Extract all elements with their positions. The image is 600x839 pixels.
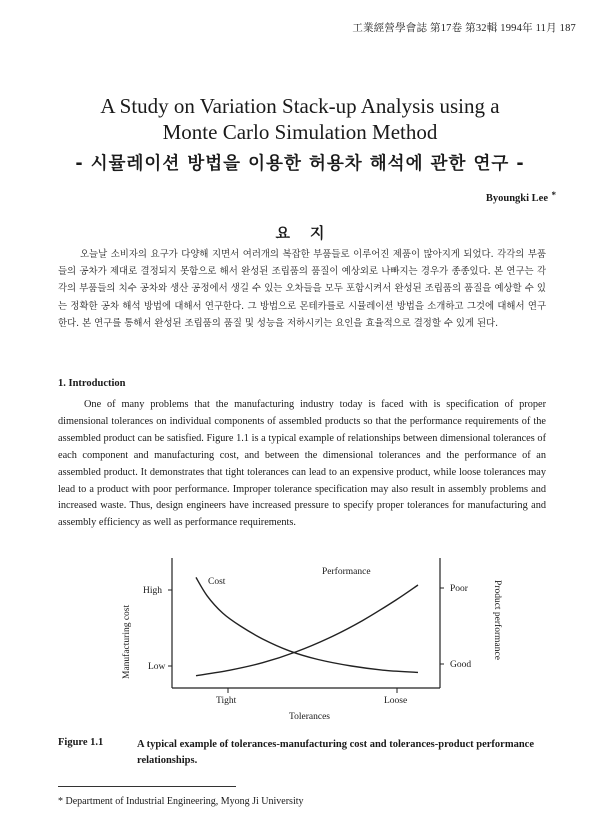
performance-curve xyxy=(196,585,418,676)
series-label-cost: Cost xyxy=(208,577,226,587)
y-right-tick-label-poor: Poor xyxy=(450,584,468,594)
author-name: Byoungki Lee xyxy=(485,193,548,204)
y-left-tick-label-high: High xyxy=(143,586,162,596)
y-axis-label-left: Manufacturing cost xyxy=(122,604,132,679)
footnote-affiliation: * Department of Industrial Engineering, Myong Ji University xyxy=(58,796,304,807)
journal-header: 工業經營學會誌 第17卷 第32輯 1994年 11月 187 xyxy=(352,23,576,34)
figure-label: Figure 1.1 xyxy=(58,737,104,748)
abstract-heading: 요지 xyxy=(275,224,345,242)
paper-title-line-2: Monte Carlo Simulation Method xyxy=(162,120,438,144)
paper-title-line-1: A Study on Variation Stack-up Analysis using a xyxy=(100,94,500,118)
y-left-tick-label-low: Low xyxy=(148,662,166,672)
introduction-paragraph: One of many problems that the manufacturing industry today is faced with is specification of proper dimensional tolerances on individual components of assembled products so that the performance requirements of the assembled product can be satisfied. Figure 1.1 is a typical example of relationships between dimensional tolerances of each component and manufacturing cost, and between the dimensional tolerances and the performance of an assembled product. It demonstrates that tight tolerances can lead to an expensive product, while loose tolerances may lead to a product with poor performance. Improper tolerance specification may also result in assembly problems and increased waste. Thus, design engineers have increased pressure to specify proper tolerances for manufacturing and assembly efficiency as well as performance requirements. xyxy=(58,399,546,529)
x-tick-label-tight: Tight xyxy=(216,696,237,706)
x-axis-label: Tolerances xyxy=(289,712,331,722)
footnote-divider xyxy=(58,786,236,787)
x-tick-label-loose: Loose xyxy=(384,696,408,706)
y-right-tick-label-good: Good xyxy=(450,660,472,670)
korean-subtitle: - 시뮬레이션 방법을 이용한 허용차 해석에 관한 연구 - xyxy=(75,154,525,174)
abstract-text: 오늘날 소비자의 요구가 다양해 지면서 여러개의 복잡한 부품들로 이루어진 제품이 많아지게 되었다. 각각의 부품들의 공차가 제대로 결정되지 못함으로 해서 완성된 조립품의 품질이 예상외로 나빠지는 경우가 종종있다. 본 연구는 각각의 부품들의 치수 공차와 생산 공정에서 생길 수 있는 오차들을 모두 포함시켜서 완성된 조립품의 품질을 예상할 수 있는 정확한 공차 해석 방법에 대해서 연구한다. 그 방법으로 몬테카를로 시뮬레이션 방법을 소개하고 그것에 대해서 연구한다. 본 연구를 통해서 완성된 조립품의 품질 및 성능을 저하시키는 요인을 효율적으로 결정할 수 있게 된다. xyxy=(58,249,546,329)
figure-1-1-chart xyxy=(110,548,520,728)
y-axis-label-right: Product performance xyxy=(492,580,502,660)
series-label-performance: Performance xyxy=(322,567,371,577)
author-footnote-mark: * xyxy=(551,190,556,200)
figure-caption: A typical example of tolerances-manufacturing cost and tolerances-product performance relationships. xyxy=(137,739,534,766)
cost-curve xyxy=(196,577,418,672)
section-heading-introduction: 1. Introduction xyxy=(58,378,126,389)
